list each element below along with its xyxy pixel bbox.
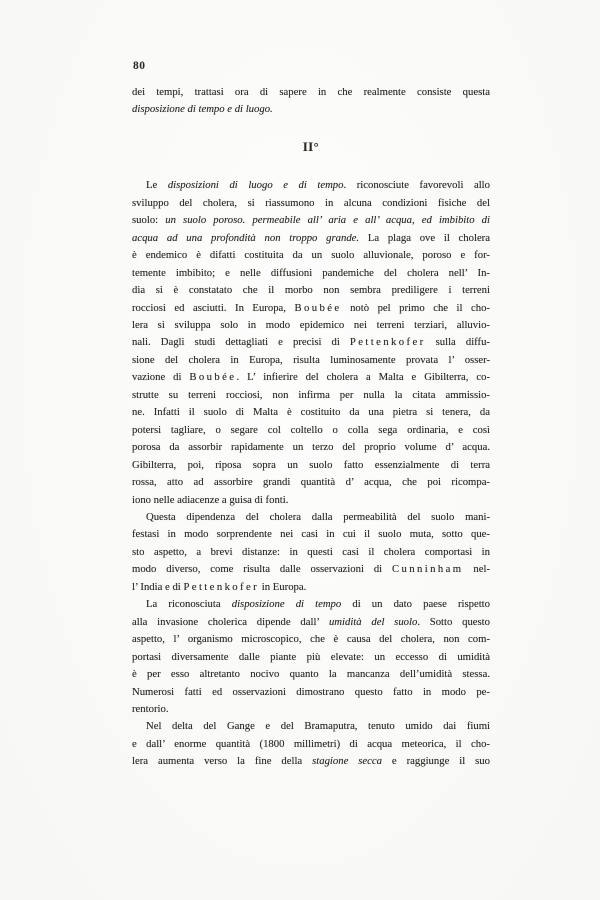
plain-text: sulla diffu-	[425, 336, 490, 349]
plain-text: nel-	[463, 563, 490, 576]
page-number: 80	[133, 60, 146, 72]
plain-text: nali. Dagli studi dettagliati e precisi di	[132, 336, 350, 349]
italic-text: disposizione di tempo e di luogo.	[132, 103, 273, 116]
text-line	[132, 544, 490, 561]
intro-paragraph	[132, 84, 490, 119]
text-line	[132, 422, 490, 439]
text-line	[132, 300, 490, 317]
text-line	[132, 684, 490, 701]
text-line	[132, 101, 490, 118]
text-line	[132, 317, 490, 334]
text-line	[132, 195, 490, 212]
text-line	[132, 387, 490, 404]
text-line	[132, 212, 490, 229]
person-name: Pettenkofer	[183, 580, 260, 593]
text-line	[132, 649, 490, 666]
plain-text: . riconosciute favorevoli allo	[343, 179, 490, 192]
text-line	[132, 718, 490, 735]
italic-text: stagione secca	[312, 755, 382, 768]
plain-text: rocciosi ed asciutti. In Europa,	[132, 301, 295, 314]
plain-text: temente imbibito; e nelle diffusioni pandemiche del cholera nell’ In-	[132, 266, 490, 279]
plain-text: Numerosi fatti ed osservazioni dimostrano questo fatto in modo pe-	[132, 685, 490, 698]
plain-text: ne. Infatti il suolo di Malta è costituito da una pietra si tenera, da	[132, 406, 490, 419]
text-line	[132, 230, 490, 247]
plain-text: Questa dipendenza del cholera dalla permeabilità del suolo mani-	[146, 510, 490, 523]
person-name: Boubée	[294, 301, 342, 314]
text-line	[132, 247, 490, 264]
plain-text: in Europa.	[259, 580, 307, 593]
text-line	[132, 631, 490, 648]
plain-text: notò pel primo che il cho-	[341, 301, 490, 314]
italic-text: disposizione di tempo	[231, 598, 342, 611]
plain-text: sione del cholera in Europa, risulta luminosamente provata l’ osser-	[132, 353, 490, 366]
person-name: Boubée	[189, 371, 237, 384]
plain-text: dia si è constatato che il morbo non sembra prediligere i terreni	[132, 284, 490, 297]
plain-text: Gibilterra, poi, riposa sopra un suolo fatto essenzialmente di terra	[132, 458, 490, 471]
plain-text: e raggiunge il suo	[381, 755, 490, 768]
text-line	[132, 666, 490, 683]
text-line	[132, 369, 490, 386]
plain-text: festasi in modo sorprendente nei casi in cui il suolo muta, sotto que-	[132, 528, 490, 541]
text-line	[132, 753, 490, 770]
text-line	[132, 439, 490, 456]
text-block	[132, 84, 490, 771]
plain-text: suolo:	[132, 214, 166, 227]
plain-text: La plaga ove il cholera	[359, 231, 490, 244]
text-line	[132, 596, 490, 613]
plain-text: e dall’ enorme quantità (1800 millimetri) di acqua meteorica, il cho-	[132, 737, 490, 750]
plain-text: modo diverso, come risulta dalle osservazioni di	[132, 563, 393, 576]
italic-text: disposizioni di luogo e di tempo	[167, 179, 344, 192]
text-line	[132, 579, 490, 596]
italic-text: umidità del suolo	[328, 615, 418, 628]
plain-text: rentorio.	[132, 702, 169, 715]
section-heading: II°	[302, 139, 320, 154]
plain-text: Le	[146, 179, 168, 192]
plain-text: Nel delta del Gange e del Bramaputra, tenuto umido dai fiumi	[146, 720, 490, 733]
plain-text: sviluppo del cholera, si riassumono in alcuna condizioni fisiche del	[132, 196, 490, 209]
plain-text: portasi diversamente dalle piante più elevate: un eccesso di umidità	[132, 650, 490, 663]
plain-text: aspetto, l’ organismo microscopico, che è causa del cholera, non com-	[132, 633, 490, 646]
plain-text: . L’ infierire del cholera a Malta e Gibilterra, co-	[236, 371, 490, 384]
text-line	[132, 474, 490, 491]
text-line	[132, 84, 490, 101]
plain-text: alla invasione cholerica dipende dall’	[132, 615, 329, 628]
text-line	[132, 334, 490, 351]
text-line	[132, 701, 490, 718]
plain-text: lera aumenta verso la fine della	[132, 755, 313, 768]
plain-text: strutte su terreni rocciosi, non infirma per nulla la citata ammissio-	[132, 388, 490, 401]
text-line	[132, 457, 490, 474]
text-line	[132, 177, 490, 194]
plain-text: . Sotto questo	[417, 615, 490, 628]
text-line	[132, 492, 490, 509]
plain-text: lera si sviluppa solo in modo epidemico nei terreni terziari, alluvio-	[132, 318, 490, 331]
plain-text: è per esso altretanto nocivo quanto la mancanza dell’umidità stessa.	[132, 668, 490, 681]
text-line	[132, 614, 490, 631]
plain-text: potersi tagliare, o segare col coltello o colla sega ordinaria, e così	[132, 423, 490, 436]
text-line	[132, 736, 490, 753]
plain-text: dei tempi, trattasi ora di sapere in che realmente consiste questa	[132, 86, 490, 98]
text-line	[132, 265, 490, 282]
text-line	[132, 352, 490, 369]
plain-text: di un dato paese rispetto	[341, 598, 490, 611]
text-line	[132, 526, 490, 543]
italic-text: un suolo poroso. permeabile all’ aria e all’ acqua, ed imbibito di	[165, 214, 490, 227]
plain-text: La riconosciuta	[146, 598, 232, 611]
body-paragraphs	[132, 177, 490, 770]
plain-text: porosa da assorbir rapidamente un terzo del proprio volume d’ acqua.	[132, 441, 490, 454]
plain-text: l’ India e di	[132, 580, 184, 593]
plain-text: rossa, atto ad assorbire grandi quantità d’ acqua, che poi ricompa-	[132, 476, 490, 489]
plain-text: vazione di	[132, 371, 190, 384]
text-line	[132, 282, 490, 299]
italic-text: acqua ad una profondità non troppo grande.	[132, 231, 360, 244]
text-line	[132, 509, 490, 526]
text-line	[132, 561, 490, 578]
plain-text: iono nelle adiacenze a guisa di fonti.	[132, 493, 289, 506]
text-line	[132, 404, 490, 421]
plain-text: sto aspetto, a brevi distanze: in questi casi il cholera comportasi in	[132, 545, 490, 558]
person-name: Cunninham	[392, 563, 464, 576]
plain-text: è endemico è difatti costituita da un suolo alluvionale, poroso e for-	[132, 249, 490, 262]
person-name: Pettenkofer	[349, 336, 426, 349]
